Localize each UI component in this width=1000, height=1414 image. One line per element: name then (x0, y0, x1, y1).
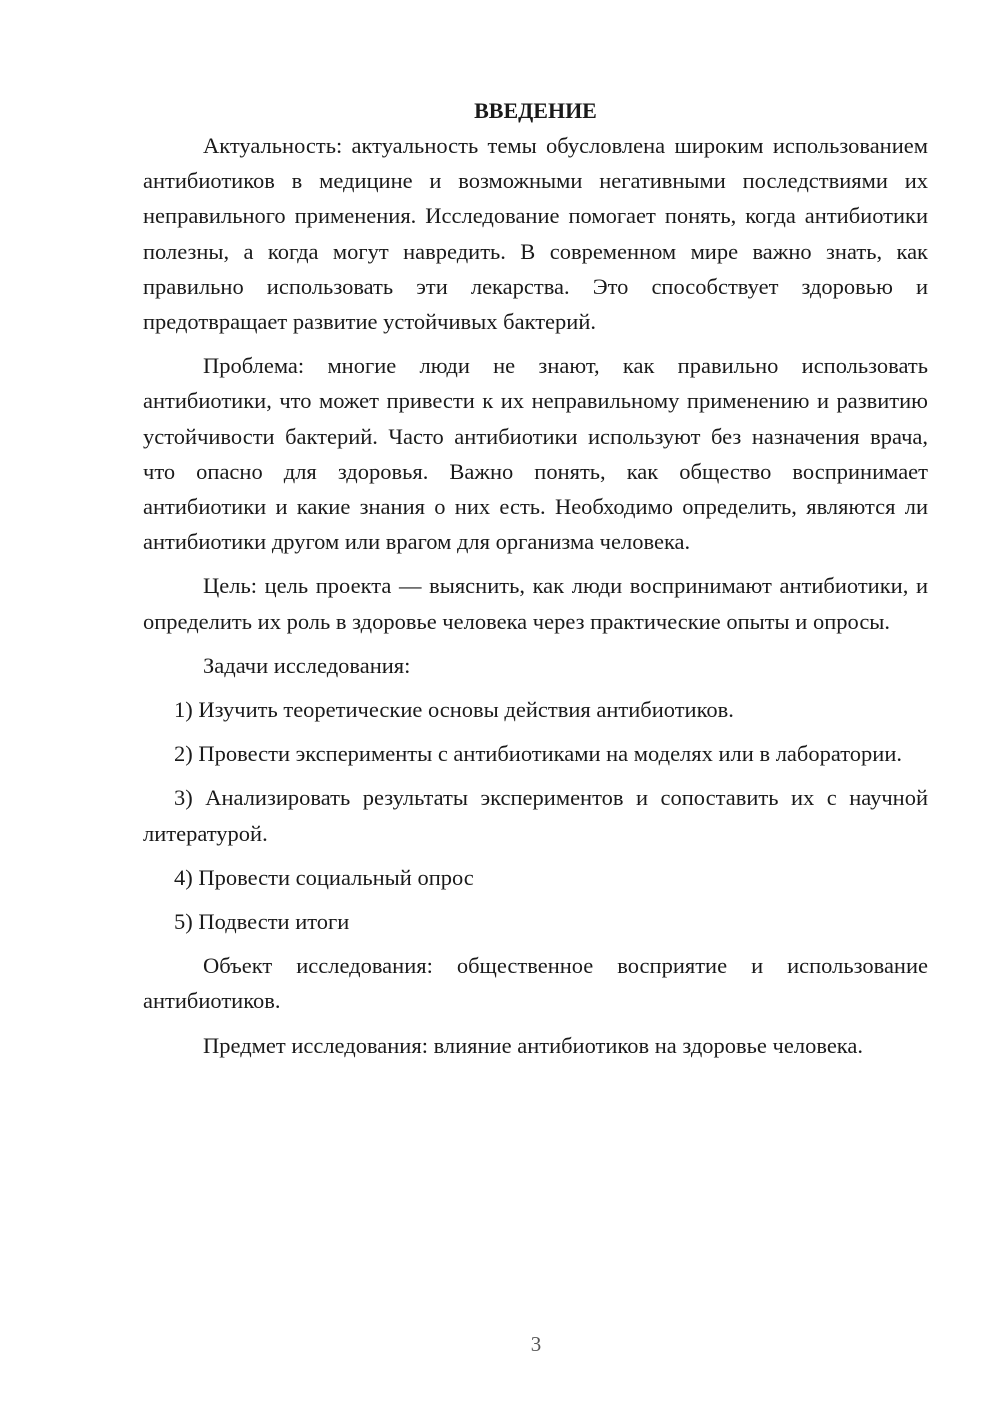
paragraph-relevance: Актуальность: актуальность темы обусловлена широким использованием антибиотиков в медицине и возможными негативными последствиями их неправильного применения. Исследование помогает понять, когда антибиотики полезны, а когда могут навредить. В современном мире важно знать, как правильно использовать эти лекарства. Это способствует здоровью и предотвращает развитие устойчивых бактерий. (143, 133, 928, 335)
paragraph-subject: Предмет исследования: влияние антибиотиков на здоровье человека. (203, 1032, 864, 1058)
page-content (143, 93, 928, 1072)
paragraph-goal: Цель: цель проекта — выяснить, как люди воспринимают антибиотики, и определить их роль в здоровье человека через практические опыты и опросы. (143, 573, 928, 634)
task-item-5: 5) Подвести итоги (174, 909, 350, 935)
page-number: 3 (530, 1332, 542, 1356)
paragraph-problem: Проблема: многие люди не знают, как правильно использовать антибиотики, что может привести к их неправильному применению и развитию устойчивости бактерий. Часто антибиотики используют без назначения врача, что опасно для здоровья. Важно понять, как общество воспринимает антибиотики и какие знания о них есть. Необходимо определить, являются ли антибиотики другом или врагом для организма человека. (143, 353, 928, 555)
task-item-3: 3) Анализировать результаты экспериментов и сопоставить их с научной литературой. (143, 785, 928, 846)
section-title: ВВЕДЕНИЕ (474, 98, 597, 123)
paragraph-tasks-heading: Задачи исследования: (203, 652, 411, 678)
task-item-4: 4) Провести социальный опрос (174, 864, 474, 890)
task-item-1: 1) Изучить теоретические основы действия антибиотиков. (174, 697, 734, 723)
task-item-2: 2) Провести эксперименты с антибиотиками на моделях или в лаборатории. (174, 741, 902, 767)
paragraph-object: Объект исследования: общественное восприятие и использование антибиотиков. (143, 953, 928, 1014)
